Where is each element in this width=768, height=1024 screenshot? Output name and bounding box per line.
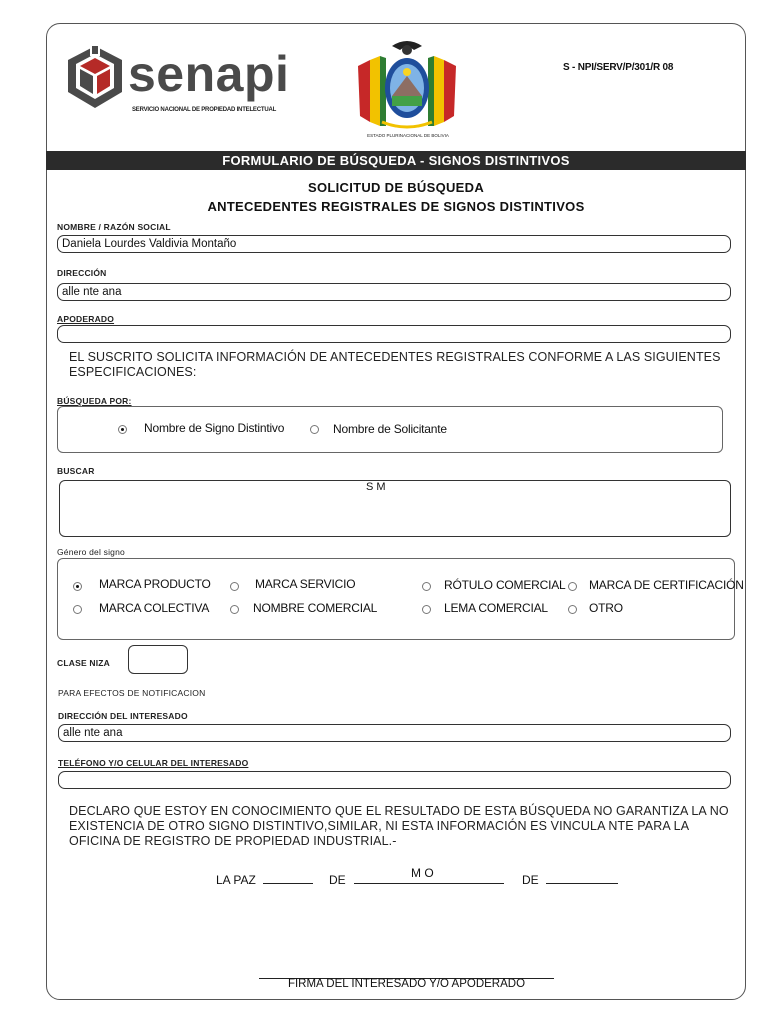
option-marca-producto: MARCA PRODUCTO: [99, 577, 211, 591]
address-label: DIRECCIÓN: [57, 268, 107, 278]
radio-nombre-comercial[interactable]: [230, 605, 239, 614]
coat-of-arms-icon: [352, 36, 462, 132]
sign-genre-label: Género del signo: [57, 547, 125, 557]
date-de-2: DE: [522, 873, 539, 887]
date-de-1: DE: [329, 873, 346, 887]
radio-otro[interactable]: [568, 605, 577, 614]
sign-genre-group: [57, 558, 735, 640]
day-line[interactable]: [263, 883, 313, 884]
phone-field[interactable]: [58, 771, 731, 789]
notification-label: PARA EFECTOS DE NOTIFICACION: [58, 688, 206, 698]
radio-sign-name[interactable]: [118, 425, 127, 434]
search-field[interactable]: [59, 480, 731, 537]
clase-niza-field[interactable]: [128, 645, 188, 674]
attorney-label: APODERADO: [57, 314, 115, 324]
attorney-field[interactable]: [57, 325, 731, 343]
notify-address-field[interactable]: alle nte ana: [58, 724, 731, 742]
date-city: LA PAZ: [216, 873, 256, 887]
name-label: NOMBRE / RAZÓN SOCIAL: [57, 222, 171, 232]
logo-wordmark: senapi: [128, 46, 290, 102]
option-rotulo-comercial: RÓTULO COMERCIAL: [444, 578, 566, 592]
option-nombre-comercial: NOMBRE COMERCIAL: [253, 601, 378, 615]
name-field[interactable]: Daniela Lourdes Valdivia Montaño: [57, 235, 731, 253]
radio-marca-producto[interactable]: [73, 582, 82, 591]
option-otro: OTRO: [589, 601, 623, 615]
radio-applicant-name[interactable]: [310, 425, 319, 434]
heading-line1: SOLICITUD DE BÚSQUEDA: [307, 180, 485, 195]
option-lema-comercial: LEMA COMERCIAL: [444, 601, 548, 615]
date-month-value: M O: [411, 866, 434, 880]
heading-line2: ANTECEDENTES REGISTRALES DE SIGNOS DISTINTIVOS: [207, 199, 585, 214]
declaration-text: DECLARO QUE ESTOY EN CONOCIMIENTO QUE EL RESULTADO DE ESTA BÚSQUEDA NO GARANTIZA LA NO EXISTENCIA DE OTRO SIGNO DISTINTIVO,SIMILAR, NI ESTA INFORMACIÓN ES VINCULA NTE PARA LA OFICINA DE REGISTRO DE PROPIEDAD INDUSTRIAL.-: [69, 804, 729, 848]
search-label: BUSCAR: [57, 466, 95, 476]
address-field[interactable]: alle nte ana: [57, 283, 731, 301]
radio-marca-colectiva[interactable]: [73, 605, 82, 614]
form-title-bar: FORMULARIO DE BÚSQUEDA - SIGNOS DISTINTIVOS: [46, 151, 746, 170]
coat-caption: ESTADO PLURINACIONAL DE BOLIVIA: [367, 133, 449, 138]
option-marca-certificacion: MARCA DE CERTIFICACIÓN: [589, 578, 744, 592]
month-line[interactable]: [354, 883, 504, 884]
senapi-logo-icon: [64, 44, 126, 110]
request-statement: EL SUSCRITO SOLICITA INFORMACIÓN DE ANTECEDENTES REGISTRALES CONFORME A LAS SIGUIENTES ESPECIFICACIONES:: [69, 350, 721, 379]
option-applicant-name: Nombre de Solicitante: [333, 422, 447, 436]
signature-label: FIRMA DEL INTERESADO Y/O APODERADO: [287, 978, 526, 990]
logo-subtitle: SERVICIO NACIONAL DE PROPIEDAD INTELECTUAL: [132, 107, 277, 113]
option-marca-colectiva: MARCA COLECTIVA: [99, 601, 210, 615]
notify-address-label: DIRECCIÓN DEL INTERESADO: [58, 711, 188, 721]
radio-marca-certificacion[interactable]: [568, 582, 577, 591]
radio-rotulo-comercial[interactable]: [422, 582, 431, 591]
clase-niza-label: CLASE NIZA: [57, 658, 110, 668]
year-line[interactable]: [546, 883, 618, 884]
phone-label: TELÉFONO Y/O CELULAR DEL INTERESADO: [58, 758, 249, 768]
radio-marca-servicio[interactable]: [230, 582, 239, 591]
option-marca-servicio: MARCA SERVICIO: [255, 577, 356, 591]
document-code: S - NPI/SERV/P/301/R 08: [563, 62, 674, 73]
radio-lema-comercial[interactable]: [422, 605, 431, 614]
search-by-label: BÚSQUEDA POR:: [57, 396, 132, 406]
search-value: S M: [366, 481, 386, 493]
option-sign-name: Nombre de Signo Distintivo: [144, 421, 285, 435]
